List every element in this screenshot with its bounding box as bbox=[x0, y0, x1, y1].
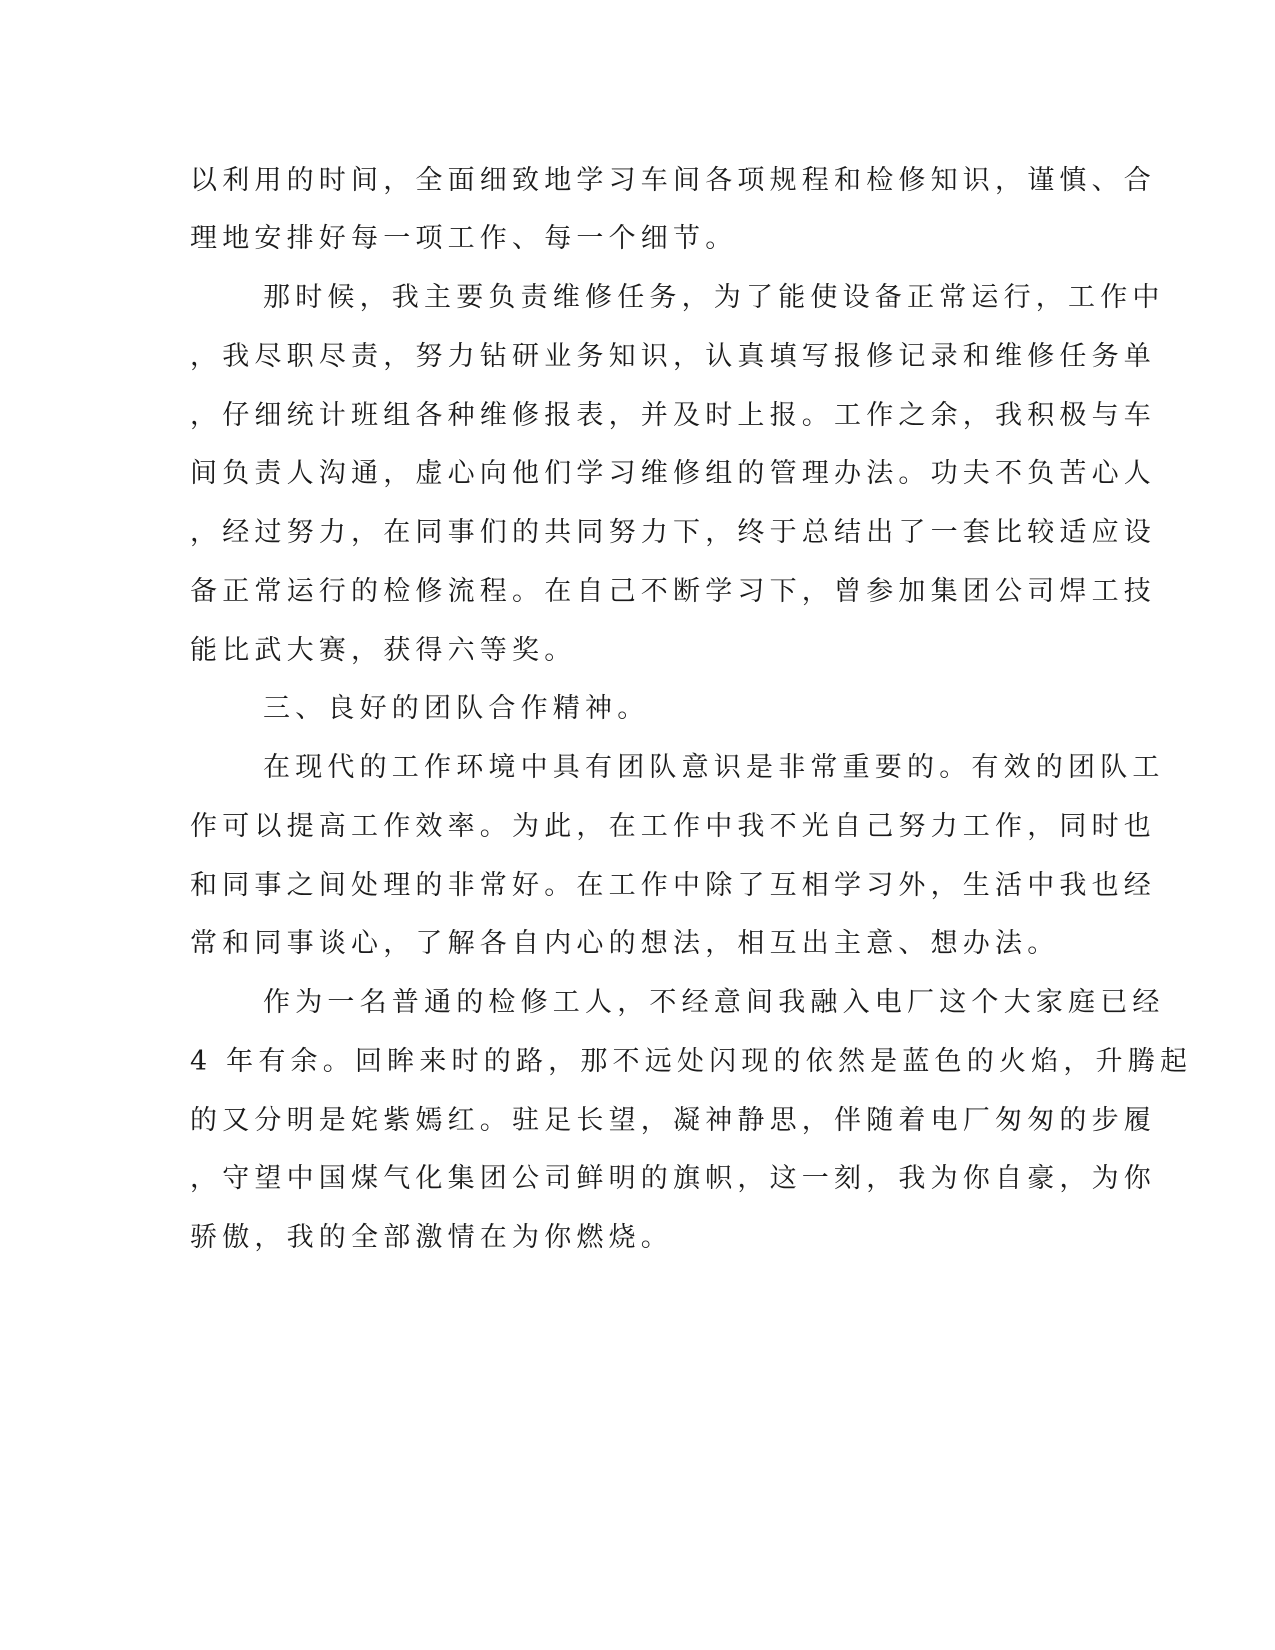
text-line: 间负责人沟通，虚心向他们学习维修组的管理办法。功夫不负苦心人 bbox=[190, 458, 1156, 489]
text-line: 4 年有余。回眸来时的路，那不远处闪现的依然是蓝色的火焰，升腾起 bbox=[190, 1046, 1193, 1077]
text-line: 以利用的时间，全面细致地学习车间各项规程和检修知识，谨慎、合 bbox=[190, 165, 1156, 196]
text-line: ，经过努力，在同事们的共同努力下，终于总结出了一套比较适应设 bbox=[190, 517, 1156, 548]
paragraph-first-line: 那时候，我主要负责维修任务，为了能使设备正常运行，工作中 bbox=[263, 282, 1165, 313]
text-line: 和同事之间处理的非常好。在工作中除了互相学习外，生活中我也经 bbox=[190, 870, 1156, 901]
text-line: 理地安排好每一项工作、每一个细节。 bbox=[190, 223, 738, 254]
paragraph-first-line: 在现代的工作环境中具有团队意识是非常重要的。有效的团队工 bbox=[263, 752, 1165, 783]
text-line: ，我尽职尽责，努力钻研业务知识，认真填写报修记录和维修任务单 bbox=[190, 341, 1156, 372]
text-line: 骄傲，我的全部激情在为你燃烧。 bbox=[190, 1222, 673, 1253]
text-line: 能比武大赛，获得六等奖。 bbox=[190, 635, 577, 666]
paragraph-first-line: 作为一名普通的检修工人，不经意间我融入电厂这个大家庭已经 bbox=[263, 987, 1165, 1018]
text-line: ，守望中国煤气化集团公司鲜明的旗帜，这一刻，我为你自豪，为你 bbox=[190, 1163, 1156, 1194]
text-line: 常和同事谈心，了解各自内心的想法，相互出主意、想办法。 bbox=[190, 928, 1060, 959]
text-line: ，仔细统计班组各种维修报表，并及时上报。工作之余，我积极与车 bbox=[190, 400, 1156, 431]
text-line: 的又分明是姹紫嫣红。驻足长望，凝神静思，伴随着电厂匆匆的步履 bbox=[190, 1105, 1156, 1136]
text-line: 作可以提高工作效率。为此，在工作中我不光自己努力工作，同时也 bbox=[190, 811, 1156, 842]
text-line: 备正常运行的检修流程。在自己不断学习下，曾参加集团公司焊工技 bbox=[190, 576, 1156, 607]
section-heading: 三、良好的团队合作精神。 bbox=[263, 693, 650, 724]
